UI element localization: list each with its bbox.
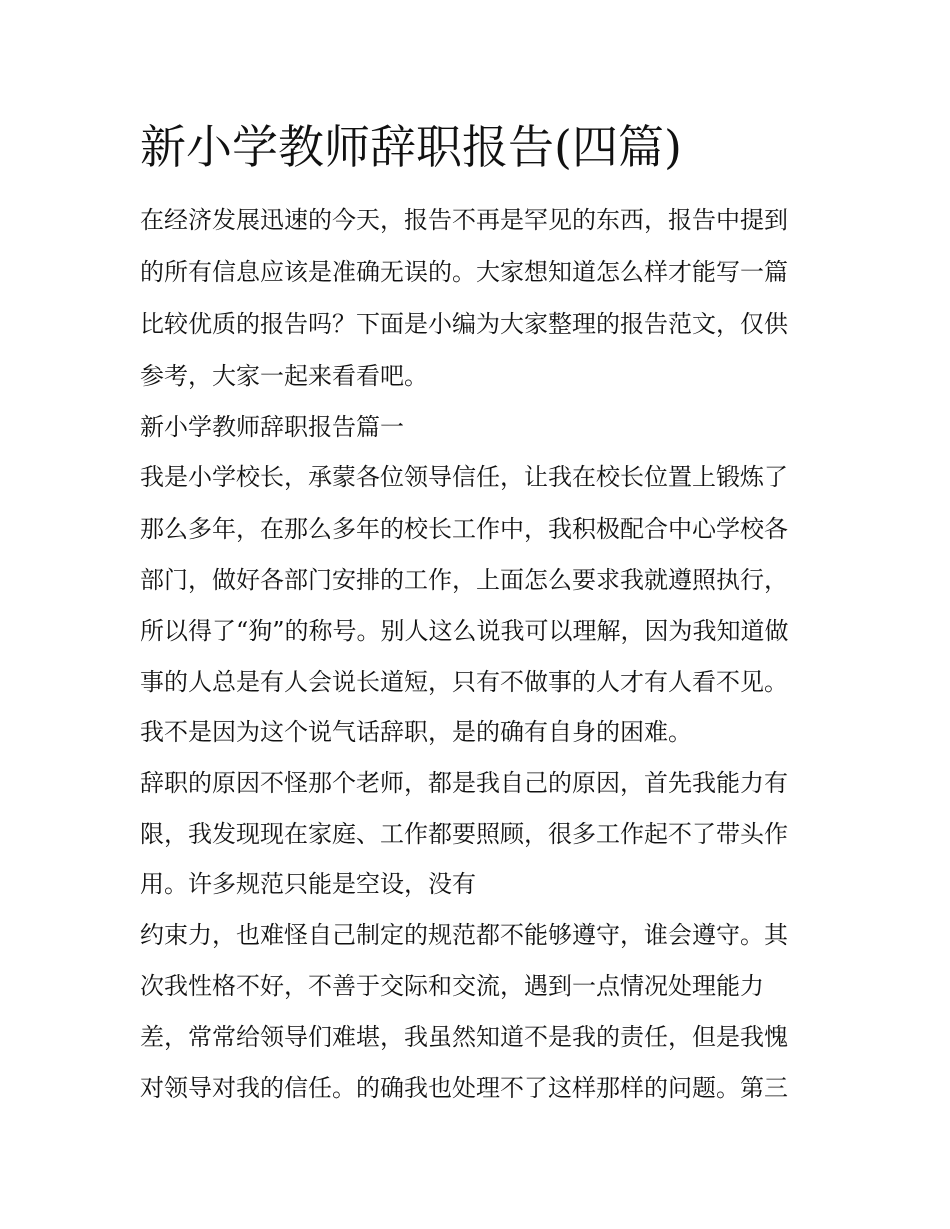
paragraph-line-2: 的所有信息应该是准确无误的。大家想知道怎么样才能写一篇 <box>140 258 788 286</box>
paragraph-line-4: 参考，大家一起来看看吧。 <box>140 362 428 390</box>
document-title: 新小学教师辞职报告(四篇) <box>140 120 682 174</box>
section-heading: 新小学教师辞职报告篇一 <box>140 413 404 441</box>
paragraph-line-3: 比较优质的报告吗？下面是小编为大家整理的报告范文，仅供 <box>140 310 788 338</box>
paragraph-line-16: 次我性格不好，不善于交际和交流，遇到一点情况处理能力 <box>140 972 764 1000</box>
paragraph-line-9: 所以得了“狗”的称号。别人这么说我可以理解，因为我知道做 <box>140 617 789 645</box>
paragraph-line-13: 限，我发现现在家庭、工作都要照顾，很多工作起不了带头作 <box>140 820 788 848</box>
paragraph-line-15: 约束力，也难怪自己制定的规范都不能够遵守，谁会遵守。其 <box>140 921 788 949</box>
paragraph-line-7: 那么多年，在那么多年的校长工作中，我积极配合中心学校各 <box>140 515 788 543</box>
paragraph-line-12: 辞职的原因不怪那个老师，都是我自己的原因，首先我能力有 <box>140 769 788 797</box>
paragraph-line-17: 差，常常给领导们难堪，我虽然知道不是我的责任，但是我愧 <box>140 1023 788 1051</box>
paragraph-line-14: 用。许多规范只能是空设，没有 <box>140 870 476 898</box>
paragraph-line-18: 对领导对我的信任。的确我也处理不了这样那样的问题。第三 <box>140 1074 788 1102</box>
paragraph-line-11: 我不是因为这个说气话辞职，是的确有自身的困难。 <box>140 718 692 746</box>
paragraph-line-6: 我是小学校长，承蒙各位领导信任，让我在校长位置上锻炼了 <box>140 463 788 491</box>
paragraph-line-8: 部门，做好各部门安排的工作，上面怎么要求我就遵照执行， <box>140 566 788 594</box>
paragraph-line-10: 事的人总是有人会说长道短，只有不做事的人才有人看不见。 <box>140 668 788 696</box>
paragraph-line-1: 在经济发展迅速的今天，报告不再是罕见的东西，报告中提到 <box>140 206 788 234</box>
